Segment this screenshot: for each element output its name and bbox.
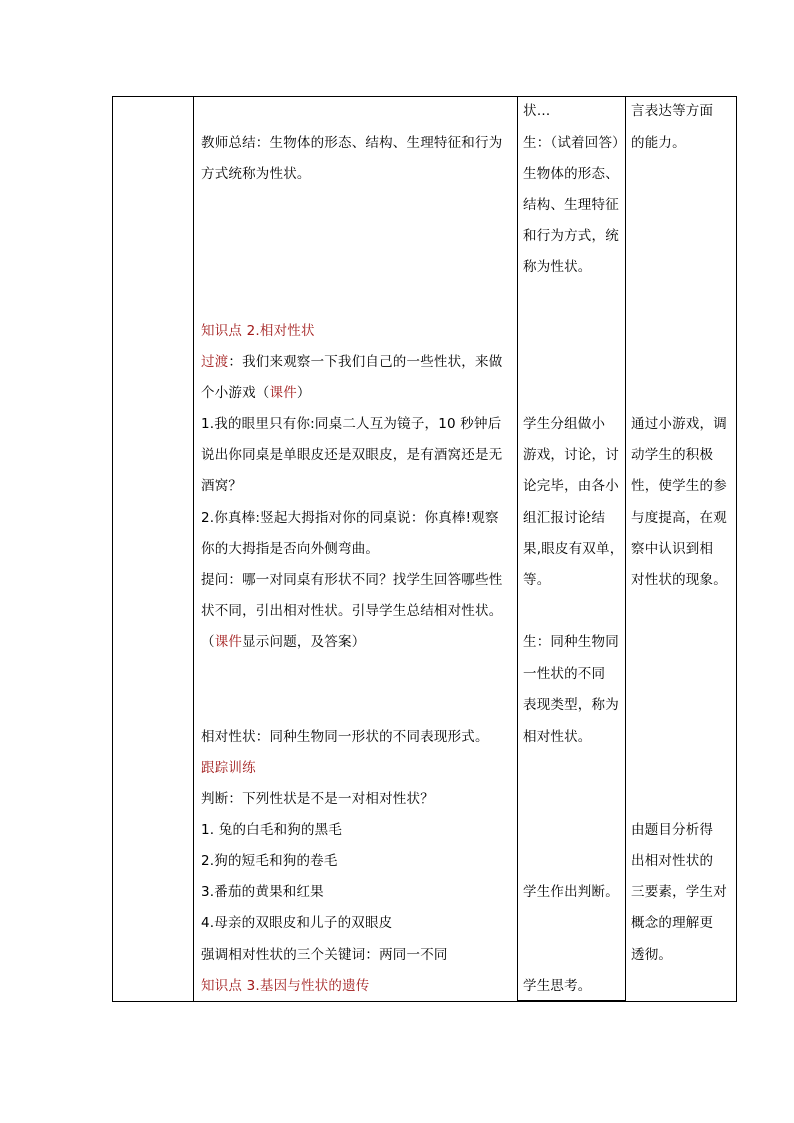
col4-line [631,134,686,152]
line-text: 生：同种生物同 [523,634,619,650]
col2-line [201,540,379,558]
line-text: （ [201,634,215,650]
line-text: 跟踪训练 [201,760,256,776]
line-text: 提问：哪一对同桌有形状不同？找学生回答哪些性 [201,572,503,588]
line-text: 状不同，引出相对性状。引导学生总结相对性状。 [201,603,503,619]
col2-line [201,790,434,808]
col2-line [201,821,342,839]
col3-line [523,633,619,651]
column-label [112,96,193,1002]
col2-line [201,883,324,901]
col2-line [201,477,242,495]
line-text: 察中认识到相 [631,541,714,557]
line-text: 相对性状：同种生物同一形状的不同表现形式。 [201,729,489,745]
col4-line [631,571,727,589]
line-text: 说出你同桌是单眼皮还是双眼皮，是有酒窝还是无 [201,447,503,463]
highlight-term: 课件 [269,385,297,401]
col4-line [631,477,727,495]
line-text: 等。 [523,572,551,588]
line-text: 由题目分析得 [631,822,714,838]
line-text: 结构、生理特征 [523,197,619,213]
line-text: 相对性状。 [523,729,592,745]
line-text: 教师总结：生物体的形态、结构、生理特征和行为 [201,135,503,151]
col2-line [201,353,502,371]
line-text: 三要素，学生对 [631,884,727,900]
col4-line [631,852,713,870]
col4-line [631,883,727,901]
col4-line [631,914,713,932]
line-text: 3.番茄的黄果和红果 [201,884,324,900]
line-text: 透彻。 [631,947,673,963]
col2-line [201,633,365,651]
line-text: 动学生的积极 [631,447,714,463]
line-text: 1. 兔的白毛和狗的黑毛 [201,822,343,838]
line-text: 学生分组做小 [523,416,606,432]
line-text: 的能力。 [631,135,686,151]
col3-line [523,665,605,683]
line-text: 言表达等方面 [631,103,714,119]
col4-line [631,415,727,433]
line-text: 2.狗的短毛和狗的卷毛 [201,853,338,869]
col3-line [523,540,623,558]
col2-line [201,852,338,870]
column-student-activity [517,96,625,1002]
line-text: 概念的理解更 [631,915,714,931]
col4-line [631,102,713,120]
line-text: 通过小游戏，调 [631,416,727,432]
line-text: 1.我的眼里只有你:同桌二人互为镜子，10 秒钟后 [201,416,502,432]
highlight-term: 过渡 [201,354,229,370]
col3-line [523,509,605,527]
col4-line [631,509,727,527]
line-text: 你的大拇指是否向外侧弯曲。 [201,541,380,557]
col3-line [523,571,550,589]
col3-line [523,477,619,495]
col3-line [523,258,592,276]
col2-line [201,134,502,152]
line-text: 生物体的形态、 [523,166,619,182]
col3-line [523,446,619,464]
col4-line [631,446,713,464]
line-text: ：我们来观察一下我们自己的一些性状，来做 [228,354,503,370]
line-text: 方式统称为性状。 [201,166,311,182]
line-text: 果,眼皮有双单， [523,541,624,557]
line-text: 出相对性状的 [631,853,714,869]
col2-line [201,977,369,995]
col2-line [201,509,499,527]
col3-line [523,165,619,183]
line-text: 学生思考。 [523,978,592,994]
column-design-intent [625,96,736,1002]
col2-line [201,602,502,620]
col2-line [201,946,448,964]
col2-line [201,571,502,589]
col2-line [201,446,502,464]
line-text: 知识点 3.基因与性状的遗传 [201,978,370,994]
line-text: 强调相对性状的三个关键词：两同一不同 [201,947,448,963]
col3-line [523,415,605,433]
col3-line [523,883,619,901]
col3-line [523,227,619,245]
line-text: 个小游戏（ [201,385,270,401]
line-text: 表现类型，称为 [523,697,619,713]
col4-line [631,821,713,839]
line-text: 论完毕，由各小 [523,478,619,494]
line-text: 判断：下列性状是不是一对相对性状？ [201,791,434,807]
line-text: 学生作出判断。 [523,884,619,900]
col3-line [523,977,592,995]
line-text: 4.母亲的双眼皮和儿子的双眼皮 [201,915,393,931]
line-text: 组汇报讨论结 [523,510,606,526]
line-text: 生：（试着回答） [523,135,626,151]
line-text: 知识点 2.相对性状 [201,323,315,339]
col2-line [201,165,311,183]
col4-line [631,946,672,964]
col2-line [201,322,315,340]
col3-line [523,196,619,214]
col2-line [201,728,489,746]
col2-line [201,914,392,932]
line-text: 与度提高，在观 [631,510,727,526]
col3-line [523,134,626,152]
col2-line [201,759,256,777]
line-text: 一性状的不同 [523,666,606,682]
line-text: 状… [523,103,551,119]
line-text: 游戏，讨论，讨 [523,447,619,463]
highlight-term: 课件 [214,634,243,650]
line-text: 性，使学生的参 [631,478,727,494]
col2-line [201,384,311,402]
col3-line [523,696,619,714]
col3-line [523,102,550,120]
line-text: 对性状的现象。 [631,572,727,588]
col4-line [631,540,713,558]
line-text: 2.你真棒:竖起大拇指对你的同桌说：你真棒!观察 [201,510,499,526]
line-text: 称为性状。 [523,259,592,275]
line-tail: ） [296,385,311,401]
col3-line [523,728,592,746]
line-tail: 显示问题，及答案） [242,634,366,650]
column-divider-4 [736,96,737,1002]
line-text: 酒窝？ [201,478,243,494]
column-teacher-activity [193,96,517,1002]
col2-line [201,415,501,433]
line-text: 和行为方式，统 [523,228,619,244]
